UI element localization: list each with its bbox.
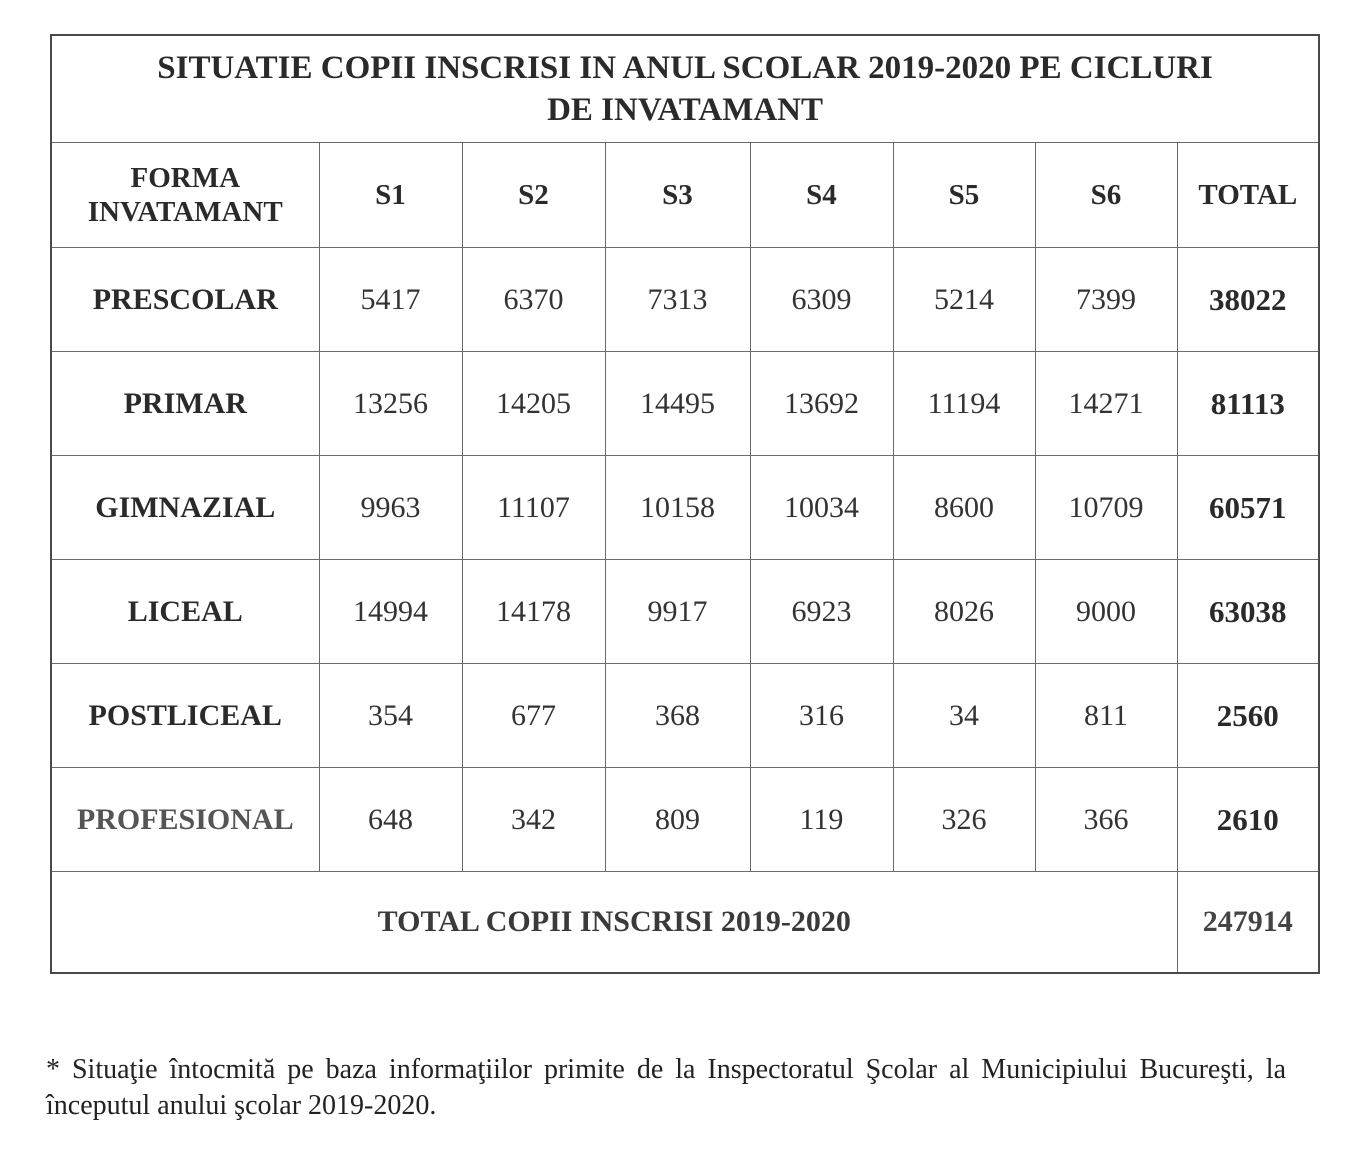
header-s5: S5: [893, 143, 1035, 248]
table-cell: 8600: [893, 456, 1035, 560]
header-forma-line-1: FORMA: [130, 162, 241, 194]
row-label: PRESCOLAR: [51, 248, 319, 352]
header-s3: S3: [605, 143, 750, 248]
table-cell: 14495: [605, 352, 750, 456]
table-cell: 10709: [1035, 456, 1177, 560]
table-row-postliceal: [51, 664, 1319, 768]
table-cell: 809: [605, 768, 750, 872]
row-label: LICEAL: [51, 560, 319, 664]
header-forma-invatamant: [51, 143, 319, 248]
table-cell: 5214: [893, 248, 1035, 352]
table-cell: 6923: [750, 560, 893, 664]
table-cell: 14271: [1035, 352, 1177, 456]
table-cell: 8026: [893, 560, 1035, 664]
row-total: 81113: [1177, 352, 1319, 456]
table-title: [51, 35, 1319, 143]
row-label: GIMNAZIAL: [51, 456, 319, 560]
table-cell: 342: [462, 768, 605, 872]
row-label: POSTLICEAL: [51, 664, 319, 768]
table-cell: 10158: [605, 456, 750, 560]
table-cell: 5417: [319, 248, 462, 352]
table-cell: 119: [750, 768, 893, 872]
table-cell: 14178: [462, 560, 605, 664]
table-cell: 368: [605, 664, 750, 768]
header-s4: S4: [750, 143, 893, 248]
table-cell: 9917: [605, 560, 750, 664]
row-total: 38022: [1177, 248, 1319, 352]
table-cell: 10034: [750, 456, 893, 560]
table-cell: 14205: [462, 352, 605, 456]
header-s1: S1: [319, 143, 462, 248]
table-cell: 9963: [319, 456, 462, 560]
table-cell: 34: [893, 664, 1035, 768]
row-label: PROFESIONAL: [51, 768, 319, 872]
table-row-profesional: [51, 768, 1319, 872]
table-cell: 9000: [1035, 560, 1177, 664]
header-row: [51, 143, 1319, 248]
table-cell: 811: [1035, 664, 1177, 768]
table-row-primar: [51, 352, 1319, 456]
enrollment-table: [50, 34, 1320, 974]
table-cell: 366: [1035, 768, 1177, 872]
table-cell: 13692: [750, 352, 893, 456]
grand-total-value: 247914: [1177, 872, 1319, 974]
table-cell: 6370: [462, 248, 605, 352]
table-cell: 316: [750, 664, 893, 768]
grand-total-label: TOTAL COPII INSCRISI 2019-2020: [51, 872, 1177, 974]
row-total: 60571: [1177, 456, 1319, 560]
table-cell: 11107: [462, 456, 605, 560]
header-total: TOTAL: [1177, 143, 1319, 248]
header-s2: S2: [462, 143, 605, 248]
table-title-line-1: SITUATIE COPII INSCRISI IN ANUL SCOLAR 2019-2020 PE CICLURI: [157, 50, 1213, 86]
table-row-gimnazial: [51, 456, 1319, 560]
table-cell: 326: [893, 768, 1035, 872]
grand-total-row: [51, 872, 1319, 974]
table-cell: 11194: [893, 352, 1035, 456]
row-total: 2560: [1177, 664, 1319, 768]
header-s6: S6: [1035, 143, 1177, 248]
row-label: PRIMAR: [51, 352, 319, 456]
table-row-prescolar: [51, 248, 1319, 352]
table-cell: 677: [462, 664, 605, 768]
table-cell: 7313: [605, 248, 750, 352]
table-cell: 13256: [319, 352, 462, 456]
header-forma-line-2: INVATAMANT: [87, 196, 283, 228]
table-cell: 648: [319, 768, 462, 872]
footnote: * Situaţie întocmită pe baza informaţiilor primite de la Inspectoratul Şcolar al Municipiului Bucureşti, la începutul anului şcolar 2019-2020.: [46, 1054, 1286, 1121]
table-cell: 354: [319, 664, 462, 768]
table-title-line-2: DE INVATAMANT: [547, 92, 824, 128]
row-total: 2610: [1177, 768, 1319, 872]
table-cell: 14994: [319, 560, 462, 664]
row-total: 63038: [1177, 560, 1319, 664]
table-cell: 6309: [750, 248, 893, 352]
table-row-liceal: [51, 560, 1319, 664]
table-cell: 7399: [1035, 248, 1177, 352]
